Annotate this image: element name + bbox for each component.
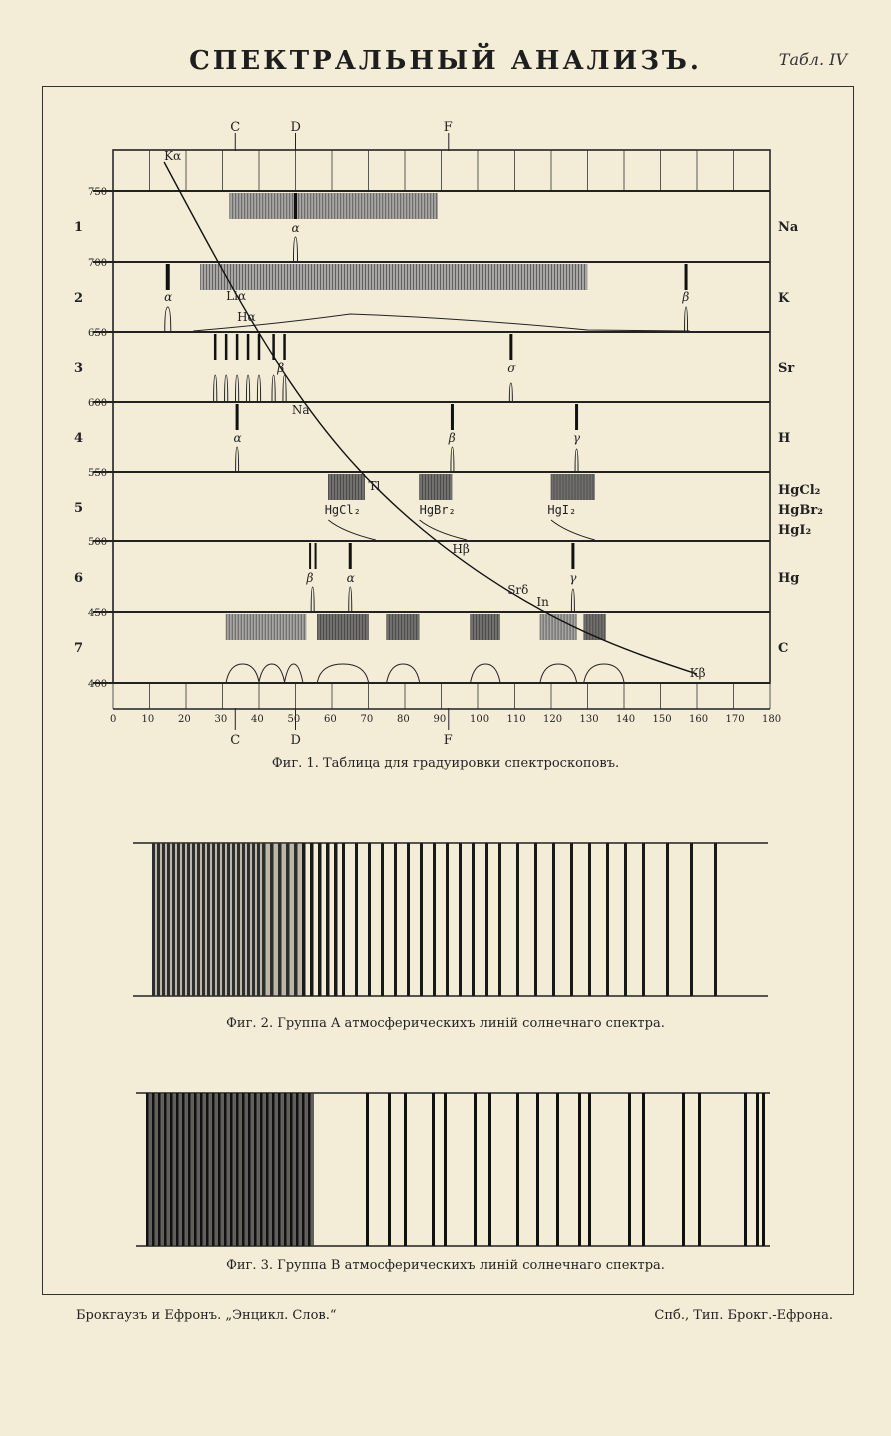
absorption-line <box>588 1093 591 1246</box>
curve-label: In <box>536 595 549 609</box>
absorption-line <box>254 1093 257 1246</box>
y-tick-label: 450 <box>88 608 108 619</box>
absorption-line <box>488 1093 491 1246</box>
x-tick-label: 70 <box>360 714 374 725</box>
top-marker-label: C <box>230 120 241 135</box>
absorption-line <box>230 1093 233 1246</box>
row-element-label: HgBr₂ <box>778 503 823 518</box>
row-element-label: Sr <box>778 361 795 376</box>
absorption-line <box>308 1093 311 1246</box>
x-tick-label: 180 <box>762 714 782 725</box>
absorption-line <box>756 1093 759 1246</box>
row-element-label: H <box>778 431 791 446</box>
absorption-line <box>188 1093 191 1246</box>
line-label: σ <box>507 361 516 375</box>
y-tick-label: 500 <box>88 537 108 548</box>
x-tick-label: 50 <box>287 714 301 725</box>
absorption-line <box>170 1093 173 1246</box>
absorption-line <box>152 1093 155 1246</box>
absorption-line <box>444 1093 447 1246</box>
row-element-label: HgCl₂ <box>778 483 821 498</box>
x-tick-label: 170 <box>725 714 745 725</box>
row-number: 2 <box>74 291 84 306</box>
top-marker-label: F <box>443 120 453 135</box>
absorption-line <box>182 1093 185 1246</box>
absorption-line <box>642 1093 645 1246</box>
row-number: 7 <box>74 641 84 656</box>
absorption-line <box>284 1093 287 1246</box>
x-tick-label: 120 <box>543 714 563 725</box>
compound-label: HgCl₂ <box>324 503 361 517</box>
curve-label: Na <box>291 403 310 417</box>
absorption-line <box>266 1093 269 1246</box>
absorption-line <box>578 1093 581 1246</box>
table-label: Табл. IV <box>778 50 847 69</box>
curve-label: Hα <box>237 310 256 324</box>
curve-label: Srδ <box>507 583 529 597</box>
absorption-line <box>242 1093 245 1246</box>
line-label: α <box>291 221 300 235</box>
x-tick-label: 140 <box>616 714 636 725</box>
line-label: β <box>306 571 314 585</box>
row-number: 6 <box>74 571 84 586</box>
absorption-line <box>744 1093 747 1246</box>
absorption-line <box>200 1093 203 1246</box>
fig1-caption: Фиг. 1. Таблица для градуировки спектроскоповъ. <box>271 756 620 771</box>
curve-label: Tl <box>368 479 381 493</box>
absorption-line <box>474 1093 477 1246</box>
y-tick-label: 400 <box>88 679 108 690</box>
absorption-line <box>432 1093 435 1246</box>
bottom-rule <box>42 1294 854 1295</box>
fig3-caption: Фиг. 3. Группа B атмосферическихъ линій солнечнаго спектра. <box>226 1258 665 1273</box>
row-number: 3 <box>74 361 84 376</box>
row-number: 1 <box>74 220 84 235</box>
x-tick-label: 60 <box>324 714 337 725</box>
absorption-line <box>762 1093 765 1246</box>
curve-label: Kβ <box>689 666 706 680</box>
x-tick-label: 10 <box>141 714 155 725</box>
absorption-line <box>302 1093 305 1246</box>
absorption-line <box>698 1093 701 1246</box>
y-tick-label: 550 <box>88 468 108 479</box>
absorption-line <box>212 1093 215 1246</box>
x-tick-label: 20 <box>178 714 191 725</box>
bottom-marker-label: D <box>290 733 301 748</box>
absorption-line <box>388 1093 391 1246</box>
compound-label: HgBr₂ <box>419 503 456 517</box>
y-tick-label: 600 <box>88 398 108 409</box>
y-tick-label: 750 <box>88 187 108 198</box>
row-number: 4 <box>74 431 84 446</box>
absorption-line <box>218 1093 221 1246</box>
absorption-line <box>536 1093 539 1246</box>
absorption-line <box>146 1093 149 1246</box>
absorption-line <box>366 1093 369 1246</box>
absorption-line <box>290 1093 293 1246</box>
line-label: α <box>164 290 173 304</box>
line-label: β <box>682 290 690 304</box>
absorption-line <box>556 1093 559 1246</box>
absorption-line <box>248 1093 251 1246</box>
fig2-caption: Фиг. 2. Группа A атмосферическихъ линій солнечнаго спектра. <box>226 1016 665 1031</box>
absorption-line <box>206 1093 209 1246</box>
row-element-label: C <box>778 641 789 656</box>
row-element-label: HgI₂ <box>778 523 812 538</box>
absorption-line <box>260 1093 263 1246</box>
top-marker-label: D <box>290 120 301 135</box>
page-title: СПЕКТРАЛЬНЫЙ АНАЛИЗЪ. <box>189 46 702 76</box>
absorption-line <box>404 1093 407 1246</box>
line-label: β <box>448 431 456 445</box>
row-element-label: Hg <box>778 571 800 586</box>
line-label: γ <box>569 571 577 585</box>
absorption-line <box>194 1093 197 1246</box>
line-label: α <box>233 431 242 445</box>
footer-printer: Спб., Тип. Брокг.-Ефрона. <box>654 1308 833 1323</box>
absorption-line <box>164 1093 167 1246</box>
bottom-marker-label: C <box>230 733 241 748</box>
x-tick-label: 100 <box>470 714 490 725</box>
line-label: α <box>346 571 355 585</box>
curve-label: Kα <box>164 149 182 163</box>
absorption-line <box>278 1093 281 1246</box>
y-tick-label: 700 <box>88 258 108 269</box>
x-tick-label: 150 <box>652 714 672 725</box>
x-tick-label: 130 <box>579 714 599 725</box>
absorption-line <box>296 1093 299 1246</box>
x-tick-label: 30 <box>214 714 228 725</box>
x-tick-label: 80 <box>397 714 410 725</box>
absorption-line <box>682 1093 685 1246</box>
row-element-label: Na <box>778 220 799 235</box>
x-tick-label: 90 <box>433 714 447 725</box>
x-tick-label: 0 <box>110 714 117 725</box>
absorption-line <box>224 1093 227 1246</box>
line-label: γ <box>572 431 581 445</box>
absorption-line <box>516 1093 519 1246</box>
x-tick-label: 40 <box>251 714 264 725</box>
bottom-marker-label: F <box>443 733 453 748</box>
footer-publisher: Брокгаузъ и Ефронъ. „Энцикл. Слов.“ <box>76 1308 337 1323</box>
absorption-line <box>158 1093 161 1246</box>
y-tick-label: 650 <box>88 328 108 339</box>
compound-label: HgI₂ <box>547 503 577 517</box>
curve-label: Hβ <box>452 542 470 556</box>
absorption-line <box>272 1093 275 1246</box>
absorption-line <box>176 1093 179 1246</box>
absorption-line <box>236 1093 239 1246</box>
row-number: 5 <box>74 501 84 516</box>
x-tick-label: 110 <box>506 714 526 725</box>
curve-label: Liα <box>226 289 247 303</box>
line-label: β <box>277 361 285 375</box>
x-tick-label: 160 <box>689 714 709 725</box>
absorption-line <box>628 1093 631 1246</box>
row-element-label: K <box>778 291 790 306</box>
